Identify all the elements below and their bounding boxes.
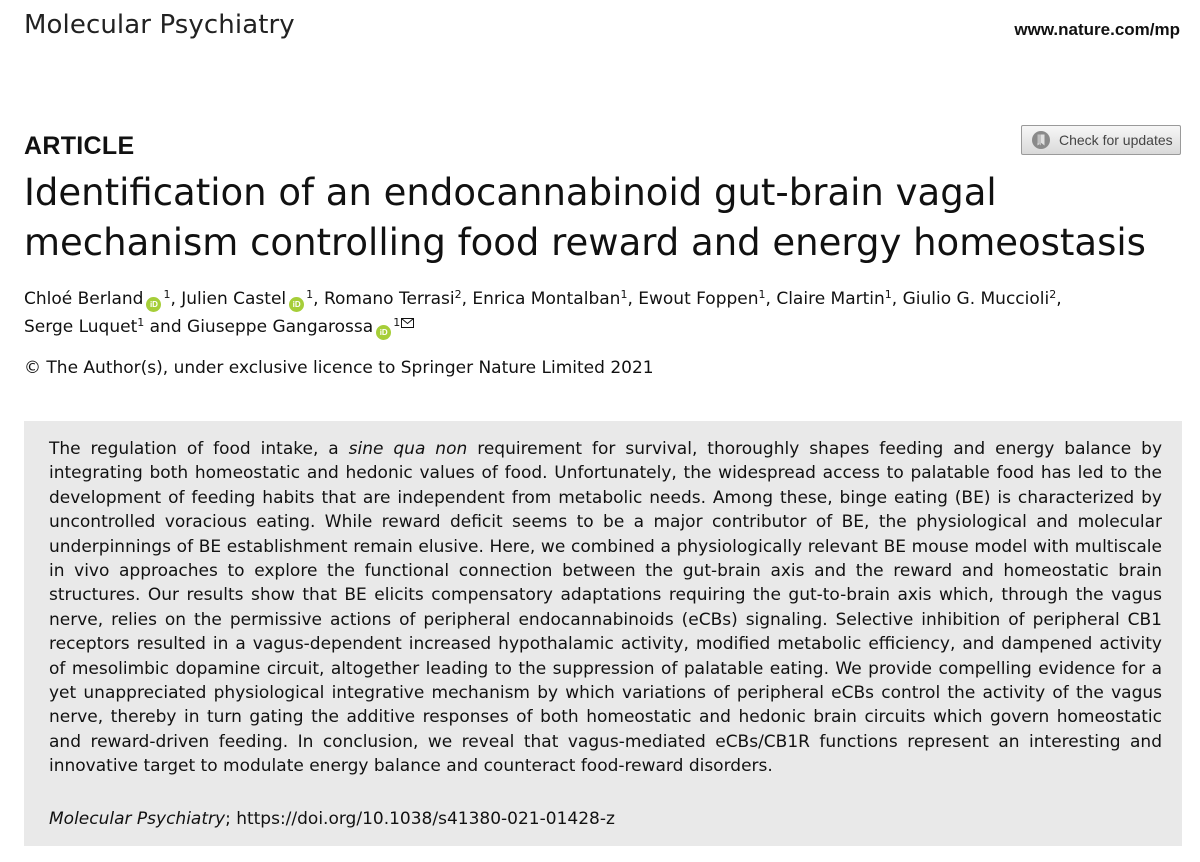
affiliation-number: 1 <box>758 288 766 301</box>
author-name[interactable]: Giuseppe Gangarossa $iD^1$ <box>187 317 414 337</box>
author-list: Chloé Berland $iD^1$, Julien Castel $iD^1$, Romano Terrasi$^2$, Enrica Montalban$^1$, Ewout Foppen$^1$, Claire Martin$^1$, Giulio G. Muccioli$^2$, Serge Luquet$^1$ and Giuseppe Gangarossa $iD^1$ <box>24 285 1184 341</box>
author-name[interactable]: Chloé Berland $iD^1$ <box>24 289 170 309</box>
affiliation-number: 1 <box>884 288 892 301</box>
citation-journal: Molecular Psychiatry <box>49 809 226 829</box>
affiliation-number: 1 <box>306 288 314 301</box>
article-type-label: ARTICLE <box>24 132 135 160</box>
affiliation-number: 1 <box>393 316 401 329</box>
bookmark-check-icon <box>1031 130 1051 150</box>
orcid-icon[interactable]: iD <box>376 325 391 340</box>
affiliation-number: 2 <box>1049 288 1057 301</box>
author-name[interactable]: Serge Luquet$^1$ <box>24 316 145 337</box>
citation-line: Molecular Psychiatry; https://doi.org/10.1038/s41380-021-01428-z <box>49 809 615 829</box>
author-name[interactable]: Romano Terrasi$^2$ <box>323 288 462 309</box>
abstract-italic-phrase: sine qua non <box>348 439 468 459</box>
journal-name: Molecular Psychiatry <box>24 10 295 40</box>
email-icon[interactable] <box>401 318 414 328</box>
check-for-updates-button[interactable] <box>1021 125 1181 155</box>
author-name[interactable]: Julien Castel $iD^1$ <box>181 289 313 309</box>
check-for-updates-label: Check for updates <box>1059 132 1173 148</box>
author-name[interactable]: Claire Martin$^1$ <box>776 288 892 309</box>
author-name[interactable]: Ewout Foppen$^1$ <box>638 288 766 309</box>
affiliation-number: 1 <box>163 288 171 301</box>
author-name[interactable]: Giulio G. Muccioli$^2$ <box>902 288 1057 309</box>
article-title: Identification of an endocannabinoid gut-brain vagal mechanism controlling food reward and energy homeostasis <box>24 171 1146 264</box>
abstract-box <box>24 421 1182 846</box>
copyright-notice: © The Author(s), under exclusive licence to Springer Nature Limited 2021 <box>24 358 654 378</box>
orcid-icon[interactable]: iD <box>146 297 161 312</box>
affiliation-number: 1 <box>137 316 145 329</box>
orcid-icon[interactable]: iD <box>289 297 304 312</box>
author-name[interactable]: Enrica Montalban$^1$ <box>472 288 628 309</box>
affiliation-number: 1 <box>620 288 628 301</box>
site-url-link[interactable]: www.nature.com/mp <box>1014 20 1180 39</box>
abstract-text: The regulation of food intake, a sine qua non requirement for survival, thoroughly shapes feeding and energy balance by integrating both homeostatic and hedonic values of food. Unfortunately, the widespread access to palatable food has led to the development of feeding habits that are independent from metabolic needs. Among these, binge eating (BE) is characterized by uncontrolled voracious eating. While reward deficit seems to be a major contributor of BE, the physiological and molecular underpinnings of BE establishment remain elusive. Here, we combined a physiologically relevant BE mouse model with multiscale in vivo approaches to explore the functional connection between the gut-brain axis and the reward and homeostatic brain structures. Our results show that BE elicits compensatory adaptations requiring the gut-to-brain axis which, through the vagus nerve, relies on the permissive actions of peripheral endocannabinoids (eCBs) signaling. Selective inhibition of peripheral CB1 receptors resulted in a vagus-dependent increased hypothalamic activity, modified metabolic efficiency, and dampened activity of mesolimbic dopamine circuit, altogether leading to the suppression of palatable eating. We provide compelling evidence for a yet unappreciated physiological integrative mechanism by which variations of peripheral eCBs control the activity of the vagus nerve, thereby in turn gating the additive responses of both homeostatic and hedonic brain circuits which govern homeostatic and reward-driven feeding. In conclusion, we reveal that vagus-mediated eCBs/CB1R functions represent an interesting and innovative target to modulate energy balance and counteract food-reward disorders. <box>49 439 1163 777</box>
doi-link[interactable]: https://doi.org/10.1038/s41380-021-01428-z <box>236 809 615 829</box>
affiliation-number: 2 <box>454 288 462 301</box>
